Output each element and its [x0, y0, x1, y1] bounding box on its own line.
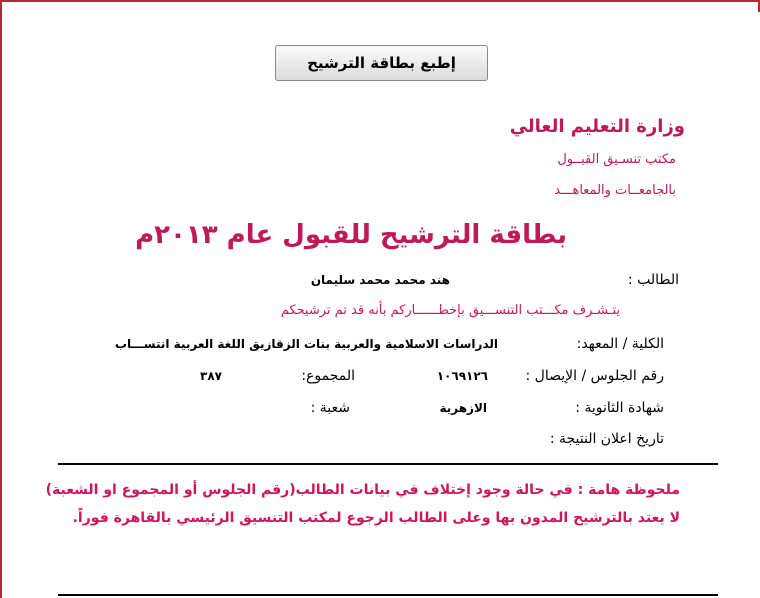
- certificate-value: الازهرية: [439, 401, 487, 415]
- office-name: مكتب تنسـيق القبــول: [557, 152, 676, 167]
- student-label: الطالب :: [627, 272, 679, 288]
- seat-number-value: ١٠٦٩١٢٦: [436, 369, 488, 383]
- important-note-line1: ملحوظة هامة : في حالة وجود إختلاف في بيانات الطالب(رقم الجلوس أو المجموع او الشعبة): [45, 482, 680, 498]
- universities-line: بالجامعــات والمعاهـــد: [554, 183, 676, 198]
- student-name: هند محمد محمد سليمان: [310, 273, 450, 287]
- college-value: الدراسات الاسلامية والعربية بنات الزقازيق اللغة العربية انتســـاب: [114, 337, 498, 351]
- branch-label: شعبة :: [310, 400, 350, 416]
- honor-statement: يتـشـرف مكـــتب التنســـيق بإخطــــــاركم بأنه قد تم ترشيحكم: [280, 303, 620, 318]
- total-value: ٣٨٧: [200, 369, 222, 383]
- total-label: المجموع:: [301, 368, 355, 384]
- page-frame-left: [0, 0, 2, 598]
- seat-number-label: رقم الجلوس / الإيصال :: [525, 368, 664, 384]
- result-date-label: تاريخ اعلان النتيجة :: [549, 431, 664, 447]
- college-label: الكلية / المعهد:: [576, 336, 664, 352]
- certificate-label: شهادة الثانوية :: [575, 400, 664, 416]
- print-card-button[interactable]: إطبع بطاقة الترشيح: [275, 45, 488, 81]
- divider-top: [58, 463, 718, 465]
- important-note-line2: لا يعتد بالترشيح المدون بها وعلى الطالب الرجوع لمكتب التنسيق الرئيسي بالقاهرة فوراً.: [72, 510, 680, 526]
- card-title: بطاقة الترشيح للقبول عام ٢٠١٣م: [135, 220, 567, 250]
- page-frame-top: [0, 0, 760, 2]
- ministry-name: وزارة التعليم العالي: [509, 116, 685, 137]
- divider-bottom: [58, 594, 718, 596]
